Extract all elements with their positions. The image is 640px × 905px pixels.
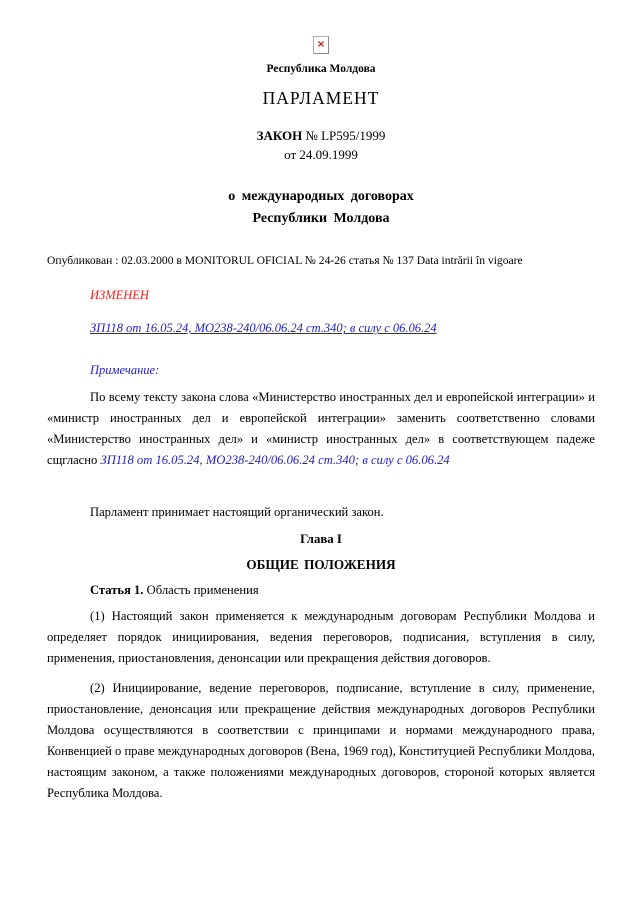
law-label: ЗАКОН	[256, 128, 303, 144]
note-label: Примечание:	[90, 363, 160, 378]
preamble: Парламент принимает настоящий органический закон.	[90, 505, 384, 520]
chapter-title: ОБЩИЕ ПОЛОЖЕНИЯ	[246, 557, 396, 573]
amendment-link[interactable]: ЗП118 от 16.05.24, МО238-240/06.06.24 ст.340; в силу с 06.06.24	[90, 321, 437, 336]
law-date: от 24.09.1999	[284, 147, 358, 163]
document-title-line2: Республики Молдова	[252, 211, 390, 227]
broken-image-icon: ×	[313, 36, 329, 54]
amendment-note-paragraph	[47, 387, 595, 471]
publication-info: Опубликован : 02.03.2000 в MONITORUL OFICIAL № 24-26 статья № 137 Data intrării în vigoare	[47, 254, 523, 268]
institution-name: ПАРЛАМЕНТ	[262, 88, 380, 109]
article-title: Область применения	[143, 583, 259, 598]
law-number-line	[47, 126, 595, 145]
document-title	[47, 186, 595, 230]
amendment-status: ИЗМЕНЕН	[90, 288, 149, 303]
amendments-block	[90, 288, 595, 378]
article-paragraph-1: (1) Настоящий закон применяется к международным договорам Республики Молдова и определяет порядок инициирования, ведения переговоров, подписания, вступления в силу, применения, приостановления, денонсации или прекращения действия договоров.	[47, 609, 595, 666]
article-heading	[47, 583, 595, 598]
country-name: Республика Молдова	[266, 63, 376, 76]
article-label: Статья 1.	[90, 583, 144, 598]
article-paragraph-2: (2) Инициирование, ведение переговоров, подписание, вступление в силу, применение, приостановление, денонсация или прекращение действия международных договоров Республики Молдова осуществляются в соответствии с принципами и нормами международного права, Конвенцией о праве международных договоров (Вена, 1969 год), Конституцией Республики Молдова, настоящим законом, а также положениями международных договоров, стороной которых является Республика Молдова.	[47, 681, 595, 801]
note-text: По всему тексту закона слова «Министерство иностранных дел и европейской интеграции» и «министр иностранных дел и европейской интеграции» заменить соответственно словами «Министерство иностранных дел» и «министр иностранных дел» в соответствующем падеже сщгласно	[47, 390, 595, 468]
document-title-line1: о международных договорах	[228, 189, 414, 205]
law-number: № LP595/1999	[302, 128, 386, 144]
header-emblem-area	[47, 36, 595, 54]
chapter-heading: Глава I	[300, 532, 342, 547]
note-inline-link[interactable]: ЗП118 от 16.05.24, МО238-240/06.06.24 ст.340; в силу с 06.06.24	[100, 453, 450, 468]
